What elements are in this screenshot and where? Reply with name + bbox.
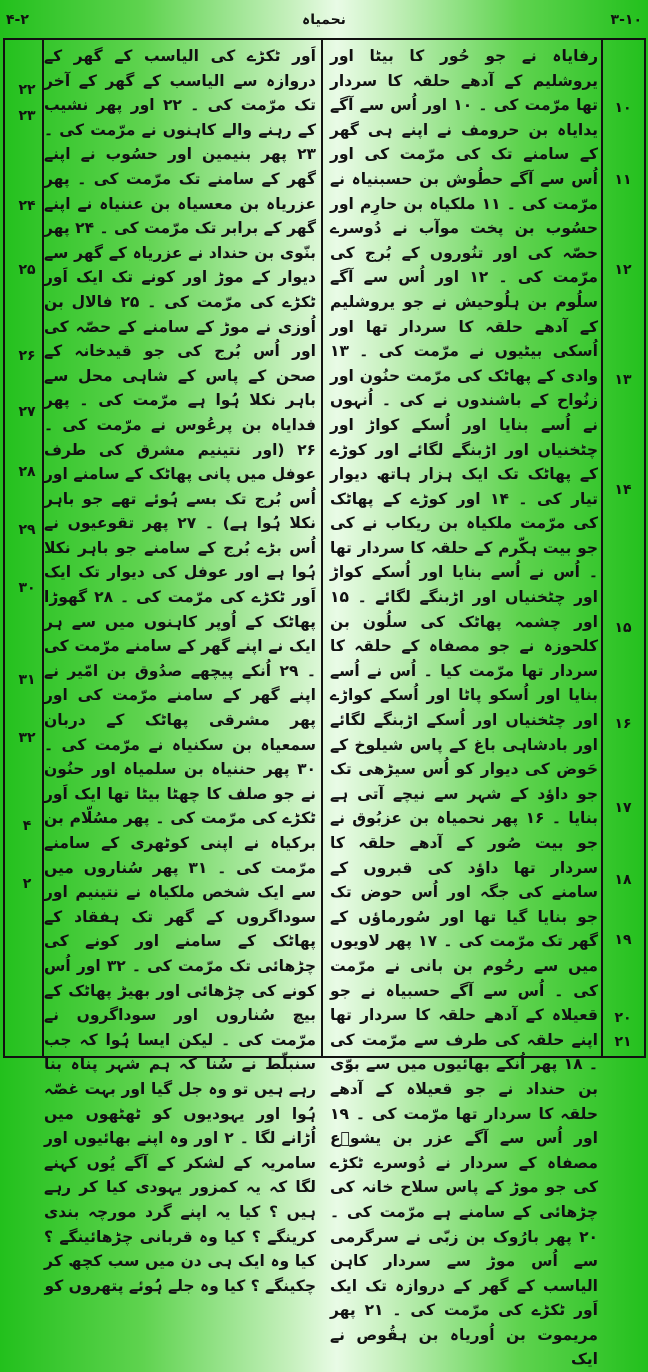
page-header [0,0,648,40]
verse-number: ۲۹ [18,522,36,538]
left-text-column: اَور ٹکڑے کی الیاسب کے گھر کے دروازہ سے الیاسب کے گھر کے آخر تک مرّمت کی ۔ ۲۲ اور پھر نشیب کے رہنے والے کاہنوں نے مرّمت کی ۔ ۲۳ پھر بنیمین اور حسُوب نے اپنے گھر کے سامنے تک مرّمت کی ۔ پھر عزریاہ بن معسیاہ بن عننیاہ نے اپنے گھر کے برابر تک مرّمت کی ۔ ۲۴ پھر بنّوی بن حنداد نے عزریاہ کے گھر سے دیوار کے موڑ اور کونے تک ایک اَور ٹکڑے کی مرّمت کی ۔ ۲۵ فالال بن اُوزی نے موڑ کے سامنے کے حصّہ کی اور اُس بُرج کی جو قیدخانہ کے صحن کے پاس کے شاہی محل سے باہر نکلا ہُوا ہے مرّمت کی ۔ پھر فدایاہ بن پرعُوس نے مرّمت کی ۔ ۲۶ (اور نتینیم مشرق کی طرف عوفل میں پانی پھاٹک کے سامنے اور اُس بُرج تک بسے ہُوئے تھے جو باہر نکلا ہُوا ہے) ۔ ۲۷ پھر تقوعیوں نے اُس بڑے بُرج کے سامنے جو باہر نکلا ہُوا ہے اور عوفل کی دیوار تک ایک اَور ٹکڑے کی مرّمت کی ۔ ۲۸ گھوڑا پھاٹک کے اُوپر کاہنوں میں سے ہر ایک نے اپنے گھر کے سامنے مرّمت کی ۔ ۲۹ اُنکے پیچھے صدُوق بن امّیر نے اپنے گھر کے سامنے مرّمت کی اور پھر مشرقی پھاٹک کے دربان سمعیاہ بن سکنیاہ نے مرّمت کی ۔ ۳۰ پھر حننیاہ بن سلمیاہ اور حنُون نے جو صلف کا چھٹا بیٹا تھا ایک اَور ٹکڑے کی مرّمت کی ۔ پھر مسُلّام بن برکیاہ نے اپنی کوٹھری کے سامنے مرّمت کی ۔ ۳۱ پھر سُناروں میں سے ایک شخص ملکیاہ نے نتینیم اور سوداگروں کے گھر تک ہفقاد کے پھاٹک کے سامنے اور کونے کی چڑھائی تک مرّمت کی ۔ ۳۲ اور اُس کونے کی چڑھائی اور بھیڑ پھاٹک کے بیچ سُناروں اور سوداگروں نے مرّمت کی ۔ لیکن ایسا ہُوا کہ جب سنبلّط نے سُنا کہ ہم شہر پناہ بنا رہے ہیں تو وہ جل گیا اور بہت غصّہ ہُوا اور یہودیوں کو ٹھٹھوں میں اُڑانے لگا ۔ ۲ اور وہ اپنے بھائیوں اور سامریہ کے لشکر کے آگے یُوں کہنے لگا کہ یہ کمزور یہودی کیا کر رہے ہیں ؟ کیا یہ اپنے گرد مورچہ بندی کرینگے ؟ کیا وہ قربانی چڑھائینگے ؟ کیا وہ ایک ہی دن میں سب کچھ کر چکینگے ؟ کیا وہ جلے ہُوئے پتھروں کو [44,47,317,1295]
verse-number: ۱۲ [614,262,632,278]
verse-number: ۱۱ [614,172,632,188]
verse-number: ۱۰ [614,100,632,116]
verse-number: ۲۸ [18,464,36,480]
verse-number: ۱۷ [614,800,632,816]
verse-number: ۲۶ [18,348,36,364]
verse-number: ۲۴ [18,198,36,214]
verse-number: ۲۰ [614,1010,632,1026]
verse-number: ۲۷ [18,404,36,420]
verse-number: ۳۰ [18,580,36,596]
chapter-number: ۴ [22,818,32,834]
verse-number: ۳۲ [18,730,36,746]
verse-number: ۱۳ [614,372,632,388]
verse-number: ۱۸ [614,872,632,888]
verse-number: ۲۵ [18,262,36,278]
verse-number: ۱۶ [614,716,632,732]
verse-number: ۱۴ [614,482,632,498]
chapter-ref-left: ۴-۲ [6,12,29,28]
book-title: نحمیاہ [302,12,346,28]
verse-number: ۱۵ [614,620,632,636]
verse-number: ۱۹ [614,932,632,948]
right-margin-rule [601,38,603,1058]
verse-number: ۲۱ [614,1034,632,1050]
right-text-column: رفایاہ نے جو حُور کا بیٹا اور یروشلیم کے آدھے حلقہ کا سردار تھا مرّمت کی ۔ ۱۰ اور اُس سے آگے یدایاہ بن حرومف نے اپنے ہی گھر کے سامنے تک کی مرّمت کی اور اُس سے آگے حطُوش بن حسبنیاہ نے مرّمت کی ۔ ۱۱ ملکیاہ بن حارِم اور حسُوب بن پخت موآب نے دُوسرے حصّہ کی اور تنُوروں کے بُرج کی مرّمت کی ۔ ۱۲ اور اُس سے آگے سلُوم بن ہلُوحیش نے جو یروشلیم کے آدھے حلقہ کا سردار تھا اور اُسکی بیٹیوں نے مرّمت کی ۔ ۱۳ وادی کے پھاٹک کی مرّمت حنُون اور زنُواح کے باشندوں نے کی ۔ اُنہوں نے اُسے بنایا اور اُسکے کواڑ اور چٹخنیاں اور اڑبنگے لگائے اور کوڑے کے پھاٹک تک ایک ہزار ہاتھ دیوار تیار کی ۔ ۱۴ اور کوڑے کے پھاٹک کی مرّمت ملکیاہ بن ریکاب نے کی جو بیت ہکّرم کے حلقہ کا سردار تھا ۔ اُس نے اُسے بنایا اور اُسکے کواڑ اور چٹخنیاں اور اڑبنگے لگائے ۔ ۱۵ اور چشمہ پھاٹک کی سلُون بن کلحوزہ نے جو مصفاہ کے حلقہ کا سردار تھا مرّمت کیا ۔ اُس نے اُسے بنایا اور اُسکو پاٹا اور اُسکے کواڑے اور چٹخنیاں اور اُسکے اڑبنگے لگائے اور بادشاہی باغ کے پاس شیلوخ کے حَوض کی دیوار کو اُس سیڑھی تک جو داؤد کے شہر سے نیچے آتی ہے بنایا ۔ ۱۶ پھر نحمیاہ بن عزبُوق نے جو بیت صُور کے آدھے حلقہ کا سردار تھا داؤد کی قبروں کے سامنے کی جگہ اور اُس حوض تک جو بنایا گیا تھا اور سُورماؤں کے گھر تک مرّمت کی ۔ ۱۷ پھر لاویوں میں سے رحُوم بن بانی نے مرّمت کی ۔ اُس سے آگے حسبیاہ نے جو قعیلاہ کے آدھے حلقہ کا سردار تھا اپنے حلقہ کی طرف سے مرّمت کی ۔ ۱۸ پھر اُنکے بھائیوں میں سے بوّی بن حنداد نے جو قعیلاہ کے آدھے حلقہ کا سردار تھا مرّمت کی ۔ ۱۹ اور اُس سے آگے عزر بن یشوؔع مصفاہ کے سردار نے دُوسرے ٹکڑے کی جو موڑ کے پاس سلاح خانہ کی چڑھائی کے سامنے ہے مرّمت کی ۔ ۲۰ پھر بارُوک بن زبّی نے سرگرمی سے اُس موڑ سے سردار کاہن الیاسب کے گھر کے دروازہ تک ایک اَور ٹکڑے کی مرّمت کی ۔ ۲۱ پھر مریموت بن اُوریاہ بن ہقُوص نے ایک [330,47,599,1369]
verse-number: ۲۳ [18,108,36,124]
verse-number: ۲۲ [18,82,36,98]
verse-number: ۳۱ [18,672,36,688]
verse-number: ۲ [22,876,32,892]
column-divider [321,38,323,1058]
chapter-ref-right: ۳-۱۰ [610,12,642,28]
